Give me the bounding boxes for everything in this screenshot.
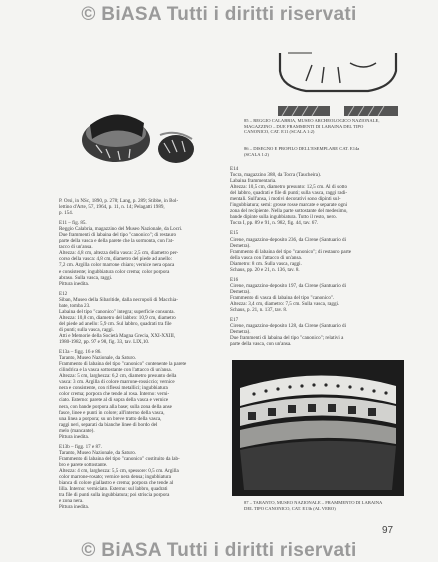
right-text-column — [230, 166, 398, 347]
text-line: lettino d'Arte, 57, 1964, p. 11, n. 14; Pelagatti 1989, — [59, 204, 165, 211]
text-line: Pittura inedita. — [59, 504, 89, 511]
text-line: E14 — [230, 166, 239, 172]
fragment-image — [232, 360, 404, 496]
text-line: della vasca con l'attacco di un'ansa. — [230, 254, 302, 261]
text-line: Due frammenti di labaina del tipo "canonico"; relativi a — [230, 335, 344, 342]
text-line: Taranto, Museo Nazionale, da Saturo. — [59, 449, 137, 456]
text-line: e zona nera. — [59, 498, 84, 505]
text-line: Siban, Museo della Sibaritide, dalla necropoli di Macchia- — [59, 296, 178, 303]
page-number: 97 — [382, 525, 394, 536]
text-line: Altezza: 3,4 cm, diametro: 7,5 cm. Sulla vasca, raggi. — [230, 300, 340, 307]
caption-line: MAGAZZINO – DUE FRAMMENTI DI LABAINA DEL TIPO — [244, 123, 364, 129]
figure-85-caption — [244, 118, 410, 135]
text-line: Frammento di labaina del tipo "canonico"; di restauro parte — [230, 248, 351, 255]
text-line: E12 — [59, 290, 68, 297]
text-line: bande dipinte sulla ingubbiatura. Tutto il resto, nero. — [230, 214, 337, 221]
text-line: corso della vasca: 4,8 cm, diametro del piede ad anello: — [59, 256, 173, 263]
text-line: Pittura inedita. — [59, 280, 89, 287]
text-line: color crema; porpora che tende al rosa. Interno: verni- — [59, 391, 170, 398]
text-line: del piede ad anello: 5,9 cm. Sul labbro, quadrati tra file — [59, 320, 172, 327]
caption-line: CANONICO, CAT. E11 (SCALA 1:2) — [244, 129, 315, 135]
text-line: Altezza: 4,8 cm, altezza della vasca: 2,5 cm, diametro per- — [59, 250, 179, 257]
figure-86-drawing — [272, 45, 408, 107]
caption-line: 86 – DISEGNO E PROFILO DELL'ESEMPLARE CAT. E14a — [244, 146, 360, 151]
caption-line: 87 – TARANTO, MUSEO NAZIONALE – FRAMMENTO DI LABAINA — [244, 500, 383, 505]
text-line: Labaina frammentaria. — [230, 178, 277, 185]
text-line: Demetra). — [230, 288, 251, 295]
text-line: E17 — [230, 317, 239, 324]
text-line: del labbro, quadrati e file di punti; sulla vasca, raggi radi- — [230, 190, 348, 197]
text-line: Altezza: 5 cm, larghezza: 6,2 cm, diametro presunto della — [59, 373, 177, 380]
text-line: Schaus, pp. 20 e 21, n. 136, tav. 8. — [230, 266, 300, 273]
text-line: 1980-1982, pp. 97 e 98, fig. 33, tav. LIX,10. — [59, 339, 150, 346]
text-line: Frammento di vasca di labaina del tipo "canonico". — [230, 294, 335, 301]
caption-line: DEL TIPO CANONICO, CAT. E13b (AL VERO) — [244, 505, 336, 511]
text-line: E11 – fig. 85. — [59, 220, 87, 227]
text-line: mentali. Sull'ansa, i motivi decorativi sono dipinti sul- — [230, 196, 341, 203]
text-line: parte della vasca e della parete che la sormonta, con l'at- — [59, 238, 174, 245]
text-line: nera e consistente, con riflessi metallici; ingubbiatura — [59, 385, 168, 392]
text-line: Altezza: 10,8 cm, diametro del labbro: 10,9 cm, diametro — [59, 314, 176, 321]
text-line: Altezza: 10,5 cm, diametro presunto: 12,5 cm. Al di sotto — [230, 184, 347, 191]
text-line: Pittura inedita. — [59, 433, 89, 440]
text-line: Frammento di labaina del tipo "canonico" costituito da lab- — [59, 455, 180, 462]
text-line: bate, tomba 23. — [59, 302, 91, 309]
text-line: nera, con bande porpora alla base; sulla zona della anse — [59, 403, 172, 410]
text-line: zona del recipiente. Nella parte sottostante del medesimo, — [230, 208, 348, 215]
text-line: Tocra, magazzino 388, da Tocra (Taucheira). — [230, 172, 322, 179]
caption-line: 85 – REGGIO CALABRIA, MUSEO ARCHEOLOGICO NAZIONALE, — [244, 118, 380, 123]
fragments-image — [72, 45, 204, 183]
text-line: Atti e Memorie della Società Magna Grecia, XXI-XXIII, — [59, 332, 176, 339]
text-line: p. 154. — [59, 210, 74, 217]
text-line: E15 — [230, 230, 239, 237]
text-line: cilindrica e la vasca sottostante con l'attacco di un'ansa. — [59, 367, 172, 374]
text-line: 7,2 cm. Argilla color marrone chiaro; vernice nera opaca — [59, 262, 175, 269]
text-line: melo (mancante). — [59, 427, 95, 434]
text-line: Labaina del tipo "canonico" integra; superficie consunta. — [59, 308, 175, 315]
text-line: Tocra I, pp. 89 e 91, n. 982, fig. 44, tav. 67. — [230, 220, 319, 227]
text-line: l'ingubbiatura; semi: grosse rosse marcate e separate ogni — [230, 202, 348, 209]
text-line: parte della vasca, con un'ansa. — [230, 341, 292, 348]
text-line: una linea a porpora; su un breve tratto della vasca, — [59, 415, 162, 422]
text-line: abraso. Sulla vasca, raggi. — [59, 274, 113, 281]
text-line: Due frammenti di labaina del tipo "canonico"; di restauro — [59, 232, 177, 239]
figure-85-photo — [72, 45, 204, 183]
text-line: tra file di punti sulla ingubbiatura; poi striscia porpora — [59, 492, 170, 499]
watermark-bottom: © BiASA Tutti i diritti riservati — [81, 540, 357, 561]
text-line: E13b – figg. 17 e 87. — [59, 443, 102, 450]
text-line: Frammento di labaina del tipo "canonico" contenente la parete — [59, 361, 187, 368]
figure-86-caption — [244, 146, 410, 157]
text-line: bro e parete sottostante. — [59, 461, 108, 468]
watermark-top: © BiASA Tutti i diritti riservati — [81, 4, 357, 25]
figure-87-caption — [244, 500, 410, 511]
text-line: Cirene, magazzino-deposito 236, da Cirene (Santuario di — [230, 236, 346, 243]
text-line: Reggio Calabria, magazzino del Museo Nazionale, da Locri. — [59, 226, 183, 233]
text-line: bianca di colore giallastro e crema; porpora che tende al — [59, 480, 174, 487]
text-line: e consistente; ingubbiatura color crema; color porpora — [59, 268, 170, 275]
text-line: Altezza: 4 cm, larghezza: 5,5 cm, spessore: 0,5 cm. Argilla — [59, 467, 179, 474]
text-line: lilla. Interno: verniciato. Esterno: sul labbro, quadrati — [59, 486, 168, 493]
text-line: E16 — [230, 276, 239, 283]
text-line: E13a – figg. 16 e 86. — [59, 349, 102, 356]
text-line: tacco di un'ansa. — [59, 244, 93, 251]
text-line: Cirene, magazzino-deposito 197, da Cirene (Santuario di — [230, 282, 346, 289]
text-line: Demetra). — [230, 242, 251, 249]
text-line: Taranto, Museo Nazionale, da Saturo. — [59, 355, 137, 362]
text-line: vasca: 3 cm. Argilla di colore marrone-rossiccio; vernice — [59, 379, 175, 386]
text-line: Diametro: 8 cm. Sulla vasca, raggi. — [230, 260, 302, 267]
left-text-column — [59, 198, 224, 510]
text-line: Demetra). — [230, 329, 251, 336]
text-line: di punti; sulla vasca, raggi. — [59, 326, 114, 333]
text-line: fasce, linee e punti in colore; all'interno della vasca, — [59, 409, 165, 416]
text-line: Schaus, p. 21, n. 137, tav. 8. — [230, 307, 288, 314]
text-line: raggi neri, separati da bianche linee di bordo del — [59, 421, 158, 428]
text-line: color marrone-rosato; vernice nera densa; ingubbiatura — [59, 474, 171, 481]
figure-87-photo — [232, 360, 404, 496]
text-line: ciato. Esterno: parete al di sopra della vasca e vernice — [59, 397, 169, 404]
text-line: Cirene, magazzino-deposito 128, da Cirene (Santuario di — [230, 323, 346, 330]
text-line: P. Orsi, in NSc, 1890, p. 278; Lang, p. 289; Stibbe, in Bol- — [59, 198, 179, 204]
caption-line: (SCALA 1:2) — [244, 151, 269, 157]
profile-drawing — [272, 45, 408, 107]
